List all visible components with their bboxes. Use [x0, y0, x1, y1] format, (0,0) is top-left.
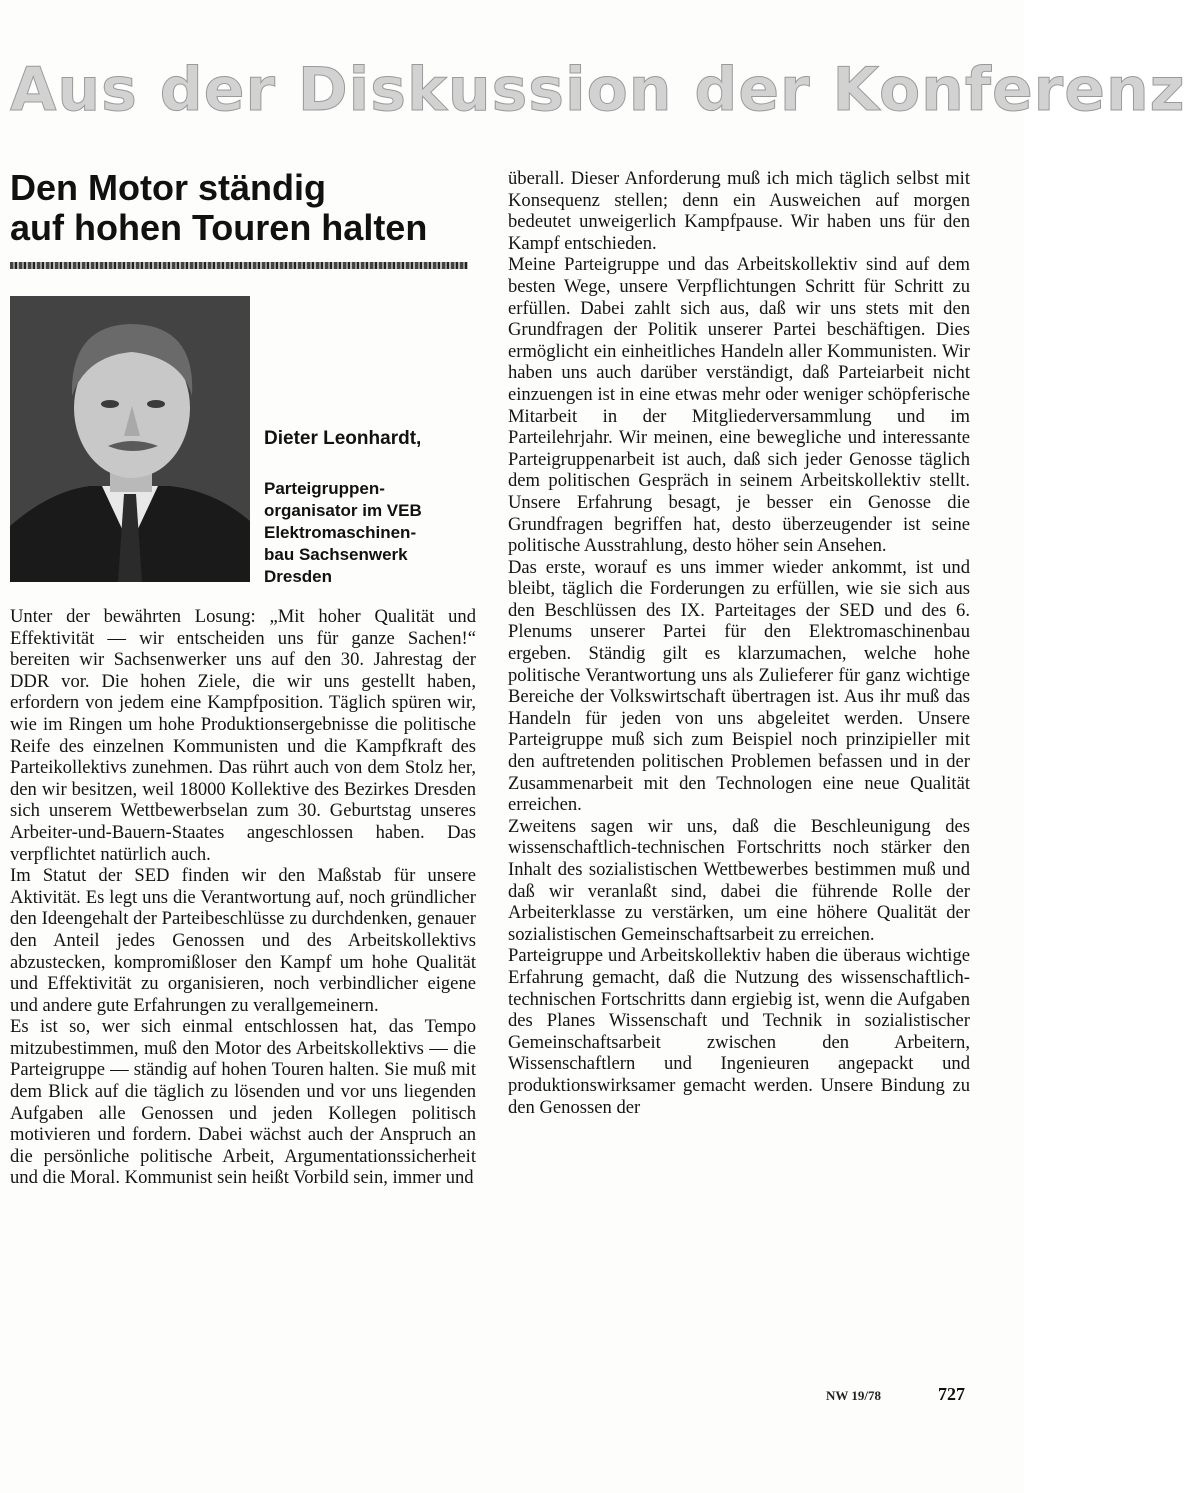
- body-paragraph: Im Statut der SED finden wir den Maßstab für unsere Aktivität. Es legt uns die Verantwortung auf, noch gründlicher den Ideengehalt der Parteibeschlüsse zu durchdenken, genauer den Anteil jedes Genossen und des Arbeitskollektivs abzustecken, kompromißloser den Kampf um hohe Qualität und Effektivität zu organisieren, noch verbindlicher eigene und andere gute Erfahrungen zu verallgemeinern.: [10, 865, 476, 1016]
- body-paragraph: überall. Dieser Anforderung muß ich mich täglich selbst mit Konsequenz stellen; denn ein Ausweichen auf morgen bedeutet unweigerlich Kampfpause. Wir haben uns für den Kampf entschieden.: [508, 168, 970, 254]
- author-portrait-photo: [10, 296, 250, 582]
- author-name: Dieter Leonhardt,: [264, 428, 422, 449]
- page-number: 727: [938, 1384, 965, 1404]
- body-column-left: [10, 606, 476, 1189]
- headline-divider: [10, 262, 468, 269]
- body-paragraph: Das erste, worauf es uns immer wieder ankommt, ist und bleibt, täglich die Forderungen zu erfüllen, wie sie sich aus den Beschlüssen des IX. Parteitages der SED und des 6. Plenums unserer Partei für den Elektromaschinenbau ergeben. Ständig gilt es klarzumachen, welche hohe politische Verantwortung uns als Zulieferer für ganz wichtige Bereiche der Volkswirtschaft übertragen ist. Aus ihr muß das Handeln für jeden von uns abgeleitet werden. Unsere Parteigruppe muß sich zum Beispiel noch prinzipieller mit den auftretenden politischen Problemen befassen und in der Zusammenarbeit mit den Technologen eine neue Qualität erreichen.: [508, 556, 970, 816]
- body-paragraph: Meine Parteigruppe und das Arbeitskollektiv sind auf dem besten Wege, unsere Verpflichtungen Schritt für Schritt zu erfüllen. Dabei zahlt sich aus, daß wir uns stets mit den Grundfragen der Politik unserer Partei beschäftigen. Dies ermöglicht ein einheitliches Handeln aller Kommunisten. Wir haben uns auch darüber verständigt, daß Parteiarbeit nicht einzuengen ist in eine etwas mehr oder weniger schöpferische Mitarbeit in der Mitgliederversammlung und im Parteilehrjahr. Wir meinen, eine bewegliche und interessante Parteigruppenarbeit ist auch, daß sich jeder Genosse täglich dem politischen Gespräch in seinem Arbeitskollektiv stellt. Unsere Erfahrung besagt, je besser ein Genosse die Grundfragen begriffen hat, desto überzeugender ist seine politische Ausstrahlung, desto höher sein Ansehen.: [508, 254, 970, 557]
- author-role-line: organisator im VEB: [264, 501, 422, 520]
- section-title: Aus der Diskussion der Konferenz: [10, 55, 1186, 125]
- author-role-line: Elektromaschinen-: [264, 523, 417, 542]
- portrait-illustration: [10, 296, 250, 582]
- author-role-line: bau Sachsenwerk: [264, 545, 408, 564]
- body-column-right: [508, 168, 970, 1118]
- headline-line-1: Den Motor ständig: [10, 167, 326, 208]
- article-headline: [10, 168, 480, 248]
- body-paragraph: Parteigruppe und Arbeitskollektiv haben die überaus wichtige Erfahrung gemacht, daß die Nutzung des wissenschaftlich-technischen Fortschritts dann ergiebig ist, wenn die Aufgaben des Planes Wissenschaft und Technik in sozialistischer Gemeinschaftsarbeit zwischen den Arbeitern, Wissenschaftlern und Ingenieuren angepackt und produktionswirksamer gemacht werden. Unsere Bindung zu den Genossen der: [508, 945, 970, 1118]
- author-role-line: Dresden: [264, 567, 333, 586]
- body-paragraph: Zweitens sagen wir uns, daß die Beschleunigung des wissenschaftlich-technischen Fortschritts noch stärker den Inhalt des sozialistischen Wettbewerbes bestimmen muß und daß wir veranlaßt sind, dabei die führende Rolle der Arbeiterklasse zu verstärken, um eine höhere Qualität der sozialistischen Gemeinschaftsarbeit zu erreichen.: [508, 815, 970, 945]
- author-role: [264, 478, 474, 588]
- body-paragraph: Unter der bewährten Losung: „Mit hoher Qualität und Effektivität — wir entscheiden uns für ganze Sachen!“ bereiten wir Sachsenwerker uns auf den 30. Jahrestag der DDR vor. Die hohen Ziele, die wir uns gestellt haben, erfordern von jedem eine Kampfposition. Täglich spüren wir, wie im Ringen um hohe Produktionsergebnisse die politische Reife des einzelnen Kommunisten und die Kampfkraft des Parteikollektivs zunehmen. Das rührt auch von dem Stolz her, den wir besitzen, weil 18000 Kollektive des Bezirkes Dresden sich unserem Wettbewerbselan zum 30. Geburtstag unseres Arbeiter-und-Bauern-Staates angeschlossen haben. Das verpflichtet natürlich auch.: [10, 606, 476, 865]
- issue-reference: NW 19/78: [826, 1388, 882, 1403]
- body-paragraph: Es ist so, wer sich einmal entschlossen hat, das Tempo mitzubestimmen, muß den Motor des Arbeitskollektivs — die Parteigruppe — ständig auf hohen Touren halten. Sie muß mit dem Blick auf die täglich zu lösenden und vor uns liegenden Aufgaben alle Genossen und jeden Kollegen politisch motivieren und fordern. Dabei wächst auch der Anspruch an die persönliche politische Arbeit, Argumentationssicherheit und die Moral. Kommunist sein heißt Vorbild sein, immer und: [10, 1016, 476, 1189]
- author-role-line: Parteigruppen-: [264, 479, 385, 498]
- headline-line-2: auf hohen Touren halten: [10, 207, 428, 248]
